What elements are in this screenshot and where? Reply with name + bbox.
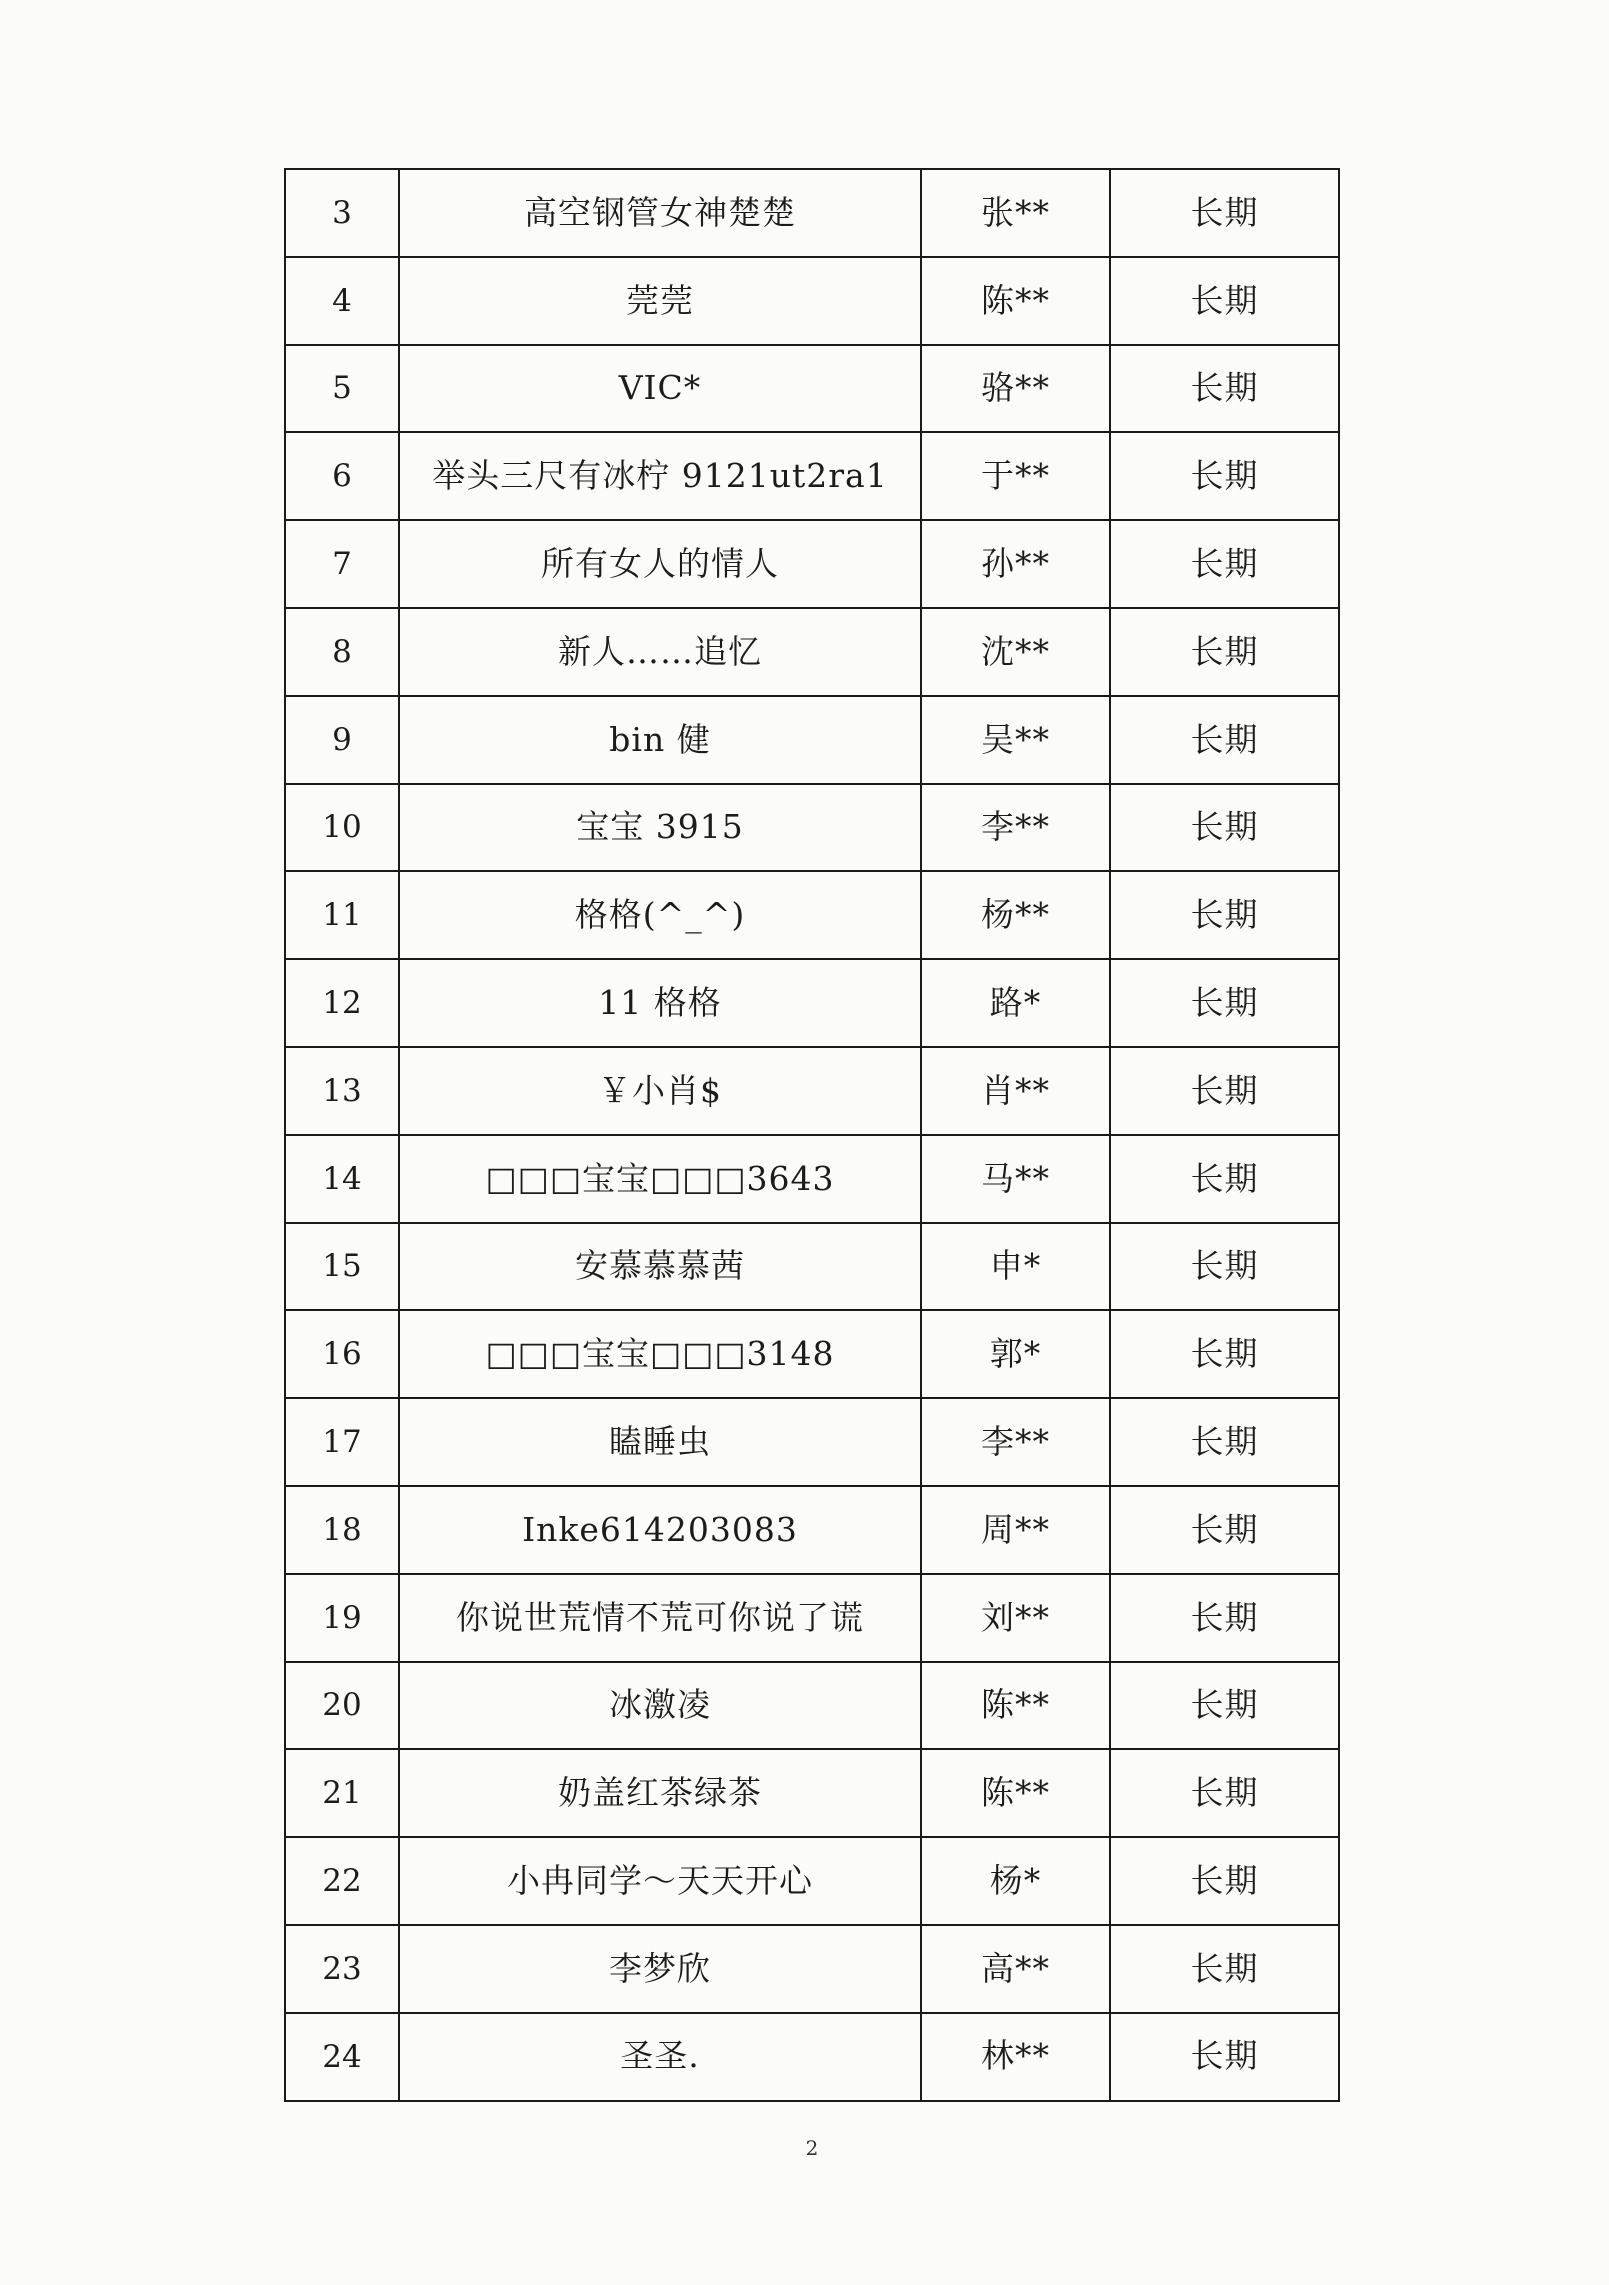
term-cell: 长期 bbox=[1110, 608, 1339, 696]
table-row bbox=[285, 1837, 1339, 1925]
masked-name-cell: 李** bbox=[921, 784, 1110, 872]
roster-table bbox=[284, 168, 1340, 2102]
masked-name-cell: 陈** bbox=[921, 1662, 1110, 1750]
table-row bbox=[285, 1662, 1339, 1750]
table-row bbox=[285, 520, 1339, 608]
masked-name-cell: 路* bbox=[921, 959, 1110, 1047]
row-number-cell: 24 bbox=[285, 2013, 399, 2101]
row-number-cell: 3 bbox=[285, 169, 399, 257]
nickname-cell: 莞莞 bbox=[399, 257, 921, 345]
nickname-cell: 奶盖红茶绿茶 bbox=[399, 1749, 921, 1837]
row-number-cell: 16 bbox=[285, 1310, 399, 1398]
term-cell: 长期 bbox=[1110, 345, 1339, 433]
row-number-cell: 15 bbox=[285, 1223, 399, 1311]
masked-name-cell: 周** bbox=[921, 1486, 1110, 1574]
masked-name-cell: 李** bbox=[921, 1398, 1110, 1486]
masked-name-cell: 肖** bbox=[921, 1047, 1110, 1135]
term-cell: 长期 bbox=[1110, 432, 1339, 520]
masked-name-cell: 陈** bbox=[921, 257, 1110, 345]
table-row bbox=[285, 1135, 1339, 1223]
table-row bbox=[285, 432, 1339, 520]
row-number-cell: 18 bbox=[285, 1486, 399, 1574]
nickname-cell: 冰激凌 bbox=[399, 1662, 921, 1750]
table-row bbox=[285, 959, 1339, 1047]
term-cell: 长期 bbox=[1110, 1749, 1339, 1837]
nickname-cell: 瞌睡虫 bbox=[399, 1398, 921, 1486]
nickname-cell: Inke614203083 bbox=[399, 1486, 921, 1574]
table-row bbox=[285, 1925, 1339, 2013]
masked-name-cell: 于** bbox=[921, 432, 1110, 520]
term-cell: 长期 bbox=[1110, 1925, 1339, 2013]
nickname-cell: 所有女人的情人 bbox=[399, 520, 921, 608]
nickname-cell: 圣圣. bbox=[399, 2013, 921, 2101]
page-number: 2 bbox=[805, 2136, 819, 2160]
table-row bbox=[285, 1486, 1339, 1574]
row-number-cell: 20 bbox=[285, 1662, 399, 1750]
term-cell: 长期 bbox=[1110, 696, 1339, 784]
row-number-cell: 9 bbox=[285, 696, 399, 784]
row-number-cell: 5 bbox=[285, 345, 399, 433]
row-number-cell: 14 bbox=[285, 1135, 399, 1223]
table-row bbox=[285, 1223, 1339, 1311]
row-number-cell: 22 bbox=[285, 1837, 399, 1925]
term-cell: 长期 bbox=[1110, 784, 1339, 872]
term-cell: 长期 bbox=[1110, 959, 1339, 1047]
nickname-cell: 高空钢管女神楚楚 bbox=[399, 169, 921, 257]
nickname-cell: 安慕慕慕茜 bbox=[399, 1223, 921, 1311]
masked-name-cell: 杨* bbox=[921, 1837, 1110, 1925]
table-row bbox=[285, 2013, 1339, 2101]
term-cell: 长期 bbox=[1110, 1135, 1339, 1223]
term-cell: 长期 bbox=[1110, 1837, 1339, 1925]
row-number-cell: 23 bbox=[285, 1925, 399, 2013]
nickname-cell: 格格(^_^) bbox=[399, 871, 921, 959]
nickname-cell: bin 健 bbox=[399, 696, 921, 784]
term-cell: 长期 bbox=[1110, 871, 1339, 959]
masked-name-cell: 马** bbox=[921, 1135, 1110, 1223]
row-number-cell: 10 bbox=[285, 784, 399, 872]
row-number-cell: 17 bbox=[285, 1398, 399, 1486]
table-row bbox=[285, 169, 1339, 257]
nickname-cell: 举头三尺有冰柠 9121ut2ra1 bbox=[399, 432, 921, 520]
row-number-cell: 7 bbox=[285, 520, 399, 608]
row-number-cell: 12 bbox=[285, 959, 399, 1047]
masked-name-cell: 刘** bbox=[921, 1574, 1110, 1662]
row-number-cell: 13 bbox=[285, 1047, 399, 1135]
row-number-cell: 19 bbox=[285, 1574, 399, 1662]
masked-name-cell: 郭* bbox=[921, 1310, 1110, 1398]
masked-name-cell: 高** bbox=[921, 1925, 1110, 2013]
masked-name-cell: 吴** bbox=[921, 696, 1110, 784]
row-number-cell: 8 bbox=[285, 608, 399, 696]
nickname-cell: 你说世荒情不荒可你说了谎 bbox=[399, 1574, 921, 1662]
nickname-cell: 李梦欣 bbox=[399, 1925, 921, 2013]
term-cell: 长期 bbox=[1110, 1310, 1339, 1398]
table-row bbox=[285, 257, 1339, 345]
table-row bbox=[285, 784, 1339, 872]
nickname-cell: 11 格格 bbox=[399, 959, 921, 1047]
masked-name-cell: 林** bbox=[921, 2013, 1110, 2101]
term-cell: 长期 bbox=[1110, 257, 1339, 345]
roster-table-body bbox=[285, 169, 1339, 2101]
term-cell: 长期 bbox=[1110, 169, 1339, 257]
masked-name-cell: 骆** bbox=[921, 345, 1110, 433]
masked-name-cell: 沈** bbox=[921, 608, 1110, 696]
row-number-cell: 11 bbox=[285, 871, 399, 959]
nickname-cell: 新人……追忆 bbox=[399, 608, 921, 696]
nickname-cell: □□□宝宝□□□3148 bbox=[399, 1310, 921, 1398]
table-row bbox=[285, 871, 1339, 959]
nickname-cell: 小冉同学～天天开心 bbox=[399, 1837, 921, 1925]
row-number-cell: 4 bbox=[285, 257, 399, 345]
table-row bbox=[285, 1047, 1339, 1135]
term-cell: 长期 bbox=[1110, 1047, 1339, 1135]
term-cell: 长期 bbox=[1110, 1398, 1339, 1486]
term-cell: 长期 bbox=[1110, 1574, 1339, 1662]
nickname-cell: ￥小肖$ bbox=[399, 1047, 921, 1135]
masked-name-cell: 孙** bbox=[921, 520, 1110, 608]
nickname-cell: 宝宝 3915 bbox=[399, 784, 921, 872]
table-row bbox=[285, 345, 1339, 433]
masked-name-cell: 杨** bbox=[921, 871, 1110, 959]
term-cell: 长期 bbox=[1110, 2013, 1339, 2101]
table-row bbox=[285, 1749, 1339, 1837]
term-cell: 长期 bbox=[1110, 1486, 1339, 1574]
nickname-cell: VIC* bbox=[399, 345, 921, 433]
table-row bbox=[285, 1398, 1339, 1486]
term-cell: 长期 bbox=[1110, 1662, 1339, 1750]
masked-name-cell: 张** bbox=[921, 169, 1110, 257]
table-row bbox=[285, 1310, 1339, 1398]
masked-name-cell: 陈** bbox=[921, 1749, 1110, 1837]
masked-name-cell: 申* bbox=[921, 1223, 1110, 1311]
table-row bbox=[285, 608, 1339, 696]
term-cell: 长期 bbox=[1110, 520, 1339, 608]
nickname-cell: □□□宝宝□□□3643 bbox=[399, 1135, 921, 1223]
table-row bbox=[285, 1574, 1339, 1662]
table-row bbox=[285, 696, 1339, 784]
row-number-cell: 21 bbox=[285, 1749, 399, 1837]
term-cell: 长期 bbox=[1110, 1223, 1339, 1311]
row-number-cell: 6 bbox=[285, 432, 399, 520]
